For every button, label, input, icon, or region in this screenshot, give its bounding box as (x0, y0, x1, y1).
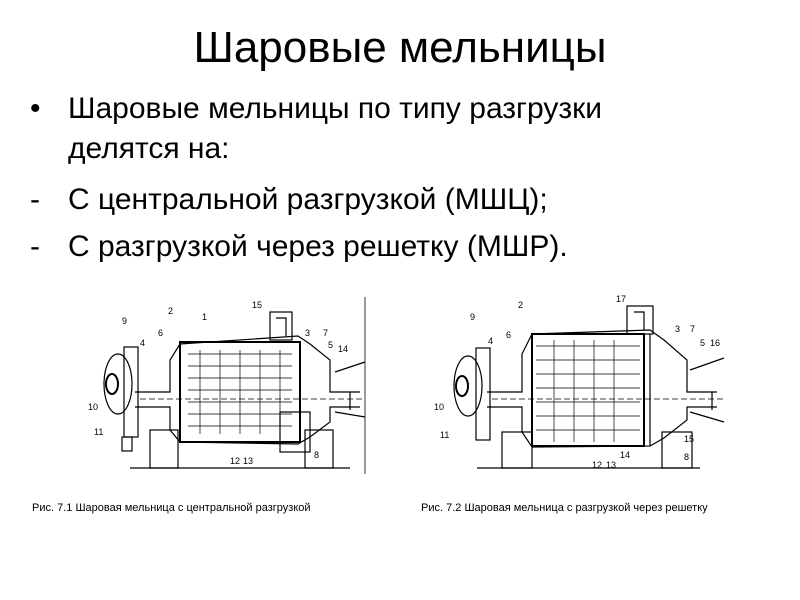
figure-caption-1: Рис. 7.1 Шаровая мельница с центральной разгрузкой (32, 502, 311, 514)
part-label: 15 (684, 434, 695, 444)
intro-line-1: Шаровые мельницы по типу разгрузки (68, 92, 602, 125)
part-label: 9 (122, 316, 128, 326)
figure-caption-2: Рис. 7.2 Шаровая мельница с разгрузкой через решетку (421, 502, 708, 514)
figure-central-discharge-mill (80, 292, 380, 484)
part-label: 10 (88, 402, 99, 412)
intro-line-2: делятся на: (68, 132, 230, 165)
figure-grate-discharge-mill (432, 292, 732, 484)
item-grate-discharge: С разгрузкой через решетку (МШР). (68, 230, 568, 263)
part-label: 4 (488, 336, 494, 346)
part-label: 13 (243, 456, 254, 466)
part-label: 14 (338, 344, 349, 354)
part-label: 11 (440, 430, 450, 440)
part-label: 1 (202, 312, 208, 322)
part-label: 2 (168, 306, 174, 316)
part-label: 5 (328, 340, 334, 350)
item-central-discharge: С центральной разгрузкой (МШЦ); (68, 183, 548, 216)
dash-mark: - (30, 183, 40, 216)
part-label: 14 (620, 450, 631, 460)
part-label: 8 (684, 452, 690, 462)
part-label: 12 (230, 456, 241, 466)
part-label: 7 (690, 324, 696, 334)
part-label: 13 (606, 460, 617, 470)
part-label: 15 (252, 300, 263, 310)
part-label: 9 (470, 312, 476, 322)
dash-mark: - (30, 230, 40, 263)
part-label: 2 (518, 300, 524, 310)
part-label: 16 (710, 338, 721, 348)
part-label: 11 (94, 427, 104, 437)
part-label: 7 (323, 328, 329, 338)
part-label: 3 (675, 324, 681, 334)
part-label: 4 (140, 338, 146, 348)
part-label: 12 (592, 460, 603, 470)
part-label: 3 (305, 328, 311, 338)
part-label: 10 (434, 402, 445, 412)
part-label: 17 (616, 294, 627, 304)
part-label: 5 (700, 338, 706, 348)
part-label: 6 (506, 330, 512, 340)
part-label: 8 (314, 450, 320, 460)
slide-title: Шаровые мельницы (193, 23, 607, 72)
part-label: 6 (158, 328, 164, 338)
bullet-mark: • (30, 92, 41, 125)
